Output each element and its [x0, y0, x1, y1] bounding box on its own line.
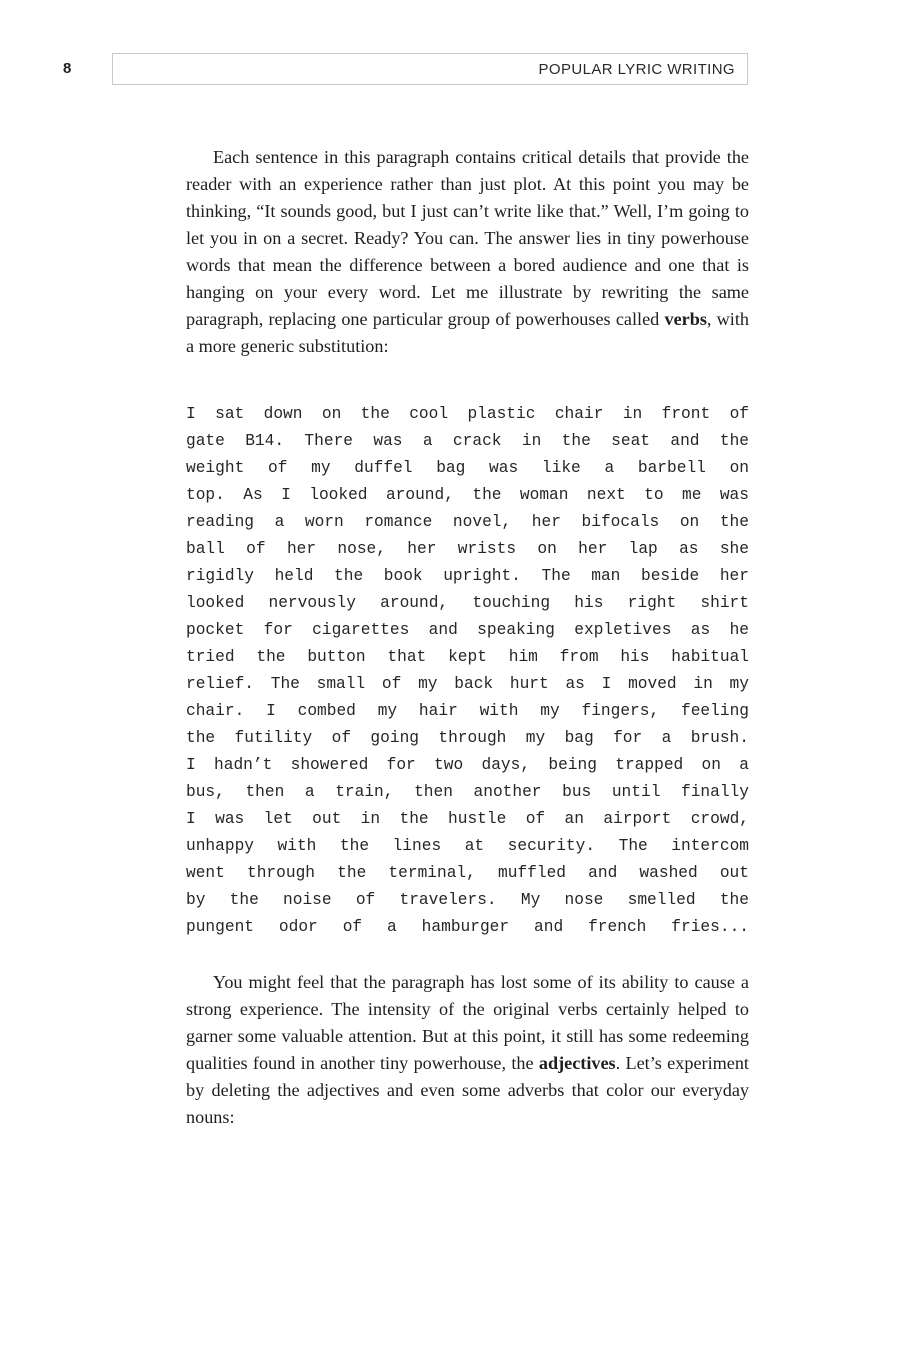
excerpt-line: I was let out in the hustle of an airport crowd, — [186, 810, 749, 828]
excerpt-line: I hadn’t showered for two days, being trapped on a — [186, 756, 749, 774]
excerpt-line: I sat down on the cool plastic chair in front of — [186, 405, 749, 423]
body-paragraph-1 — [186, 144, 749, 360]
paragraph-text-start: You might feel that the paragraph has lost some of its ability to cause a strong experience. The intensity of the original verbs certainly helped to garner some valuable attention. But at this point, it still has some redeeming qualities found in another tiny powerhouse, the — [186, 972, 749, 1073]
paragraph-text-start: Each sentence in this paragraph contains critical details that provide the reader with an experience rather than just plot. At this point you may be thinking, “It sounds good, but I just can’t write like that.” Well, I’m going to let you in on a secret. Ready? You can. The answer lies in tiny powerhouse words that mean the difference between a bored audience and one that is hanging on your every word. Let me illustrate by rewriting the same paragraph, replacing one particular group of powerhouses called — [186, 147, 749, 329]
excerpt-line: pungent odor of a hamburger and french fries... — [186, 918, 749, 936]
excerpt-line: ball of her nose, her wrists on her lap as she — [186, 540, 749, 558]
excerpt-line: looked nervously around, touching his right shirt — [186, 594, 749, 612]
page-number: 8 — [63, 60, 72, 77]
bold-term-verbs: verbs — [664, 309, 707, 329]
excerpt-line: pocket for cigarettes and speaking expletives as he — [186, 621, 749, 639]
bold-term-adjectives: adjectives — [538, 1053, 616, 1073]
paragraph-text-end: . Let’s experiment by deleting the adjectives and even some adverbs that color our everyday nouns: — [186, 1053, 749, 1127]
monospace-excerpt — [186, 401, 749, 941]
running-head — [112, 53, 748, 85]
excerpt-line: bus, then a train, then another bus until finally — [186, 783, 749, 801]
excerpt-line: chair. I combed my hair with my fingers, feeling — [186, 702, 749, 720]
excerpt-line: top. As I looked around, the woman next to me was — [186, 486, 749, 504]
excerpt-line: went through the terminal, muffled and washed out — [186, 864, 749, 882]
excerpt-line: relief. The small of my back hurt as I moved in my — [186, 675, 749, 693]
body-paragraph-2 — [186, 969, 749, 1131]
paragraph-text — [186, 144, 749, 360]
excerpt-line: reading a worn romance novel, her bifocals on the — [186, 513, 749, 531]
excerpt-line: by the noise of travelers. My nose smelled the — [186, 891, 749, 909]
excerpt-line: the futility of going through my bag for a brush. — [186, 729, 749, 747]
excerpt-line: weight of my duffel bag was like a barbell on — [186, 459, 749, 477]
excerpt-line: gate B14. There was a crack in the seat and the — [186, 432, 749, 450]
paragraph-text-end: , with a more generic substitution: — [186, 309, 749, 356]
excerpt-line: tried the button that kept him from his habitual — [186, 648, 749, 666]
paragraph-text — [186, 969, 749, 1131]
excerpt-line: rigidly held the book upright. The man beside her — [186, 567, 749, 585]
running-head-title: POPULAR LYRIC WRITING — [538, 60, 735, 78]
excerpt-line: unhappy with the lines at security. The intercom — [186, 837, 749, 855]
